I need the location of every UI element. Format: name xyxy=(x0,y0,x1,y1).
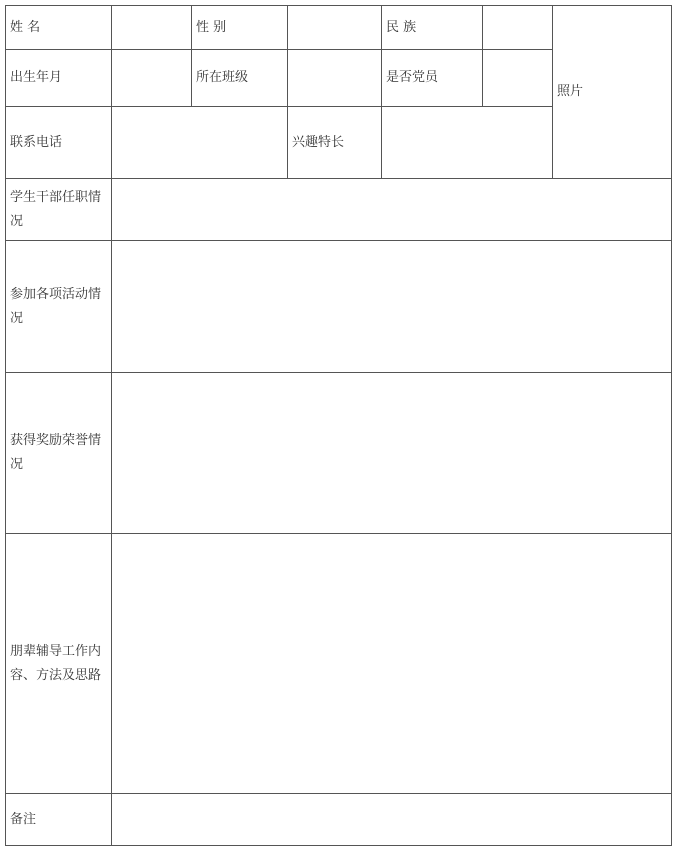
awards-field[interactable] xyxy=(112,373,672,534)
activities-label: 参加各项活动情况 xyxy=(6,241,112,373)
class-field[interactable] xyxy=(288,50,382,107)
activities-field[interactable] xyxy=(112,241,672,373)
form-row-awards xyxy=(6,373,672,534)
mentoring-label: 朋辈辅导工作内容、方法及思路 xyxy=(6,534,112,794)
photo-cell[interactable]: 照片 xyxy=(553,6,672,179)
remarks-field[interactable] xyxy=(112,794,672,846)
form-row-cadre xyxy=(6,179,672,241)
ethnicity-field[interactable] xyxy=(483,6,553,50)
birth-label: 出生年月 xyxy=(6,50,112,107)
hobby-field[interactable] xyxy=(382,107,553,179)
cadre-field[interactable] xyxy=(112,179,672,241)
phone-field[interactable] xyxy=(112,107,288,179)
birth-field[interactable] xyxy=(112,50,192,107)
awards-label: 获得奖励荣誉情况 xyxy=(6,373,112,534)
cadre-label: 学生干部任职情况 xyxy=(6,179,112,241)
gender-label: 性 别 xyxy=(192,6,288,50)
phone-label: 联系电话 xyxy=(6,107,112,179)
party-field[interactable] xyxy=(483,50,553,107)
hobby-label: 兴趣特长 xyxy=(288,107,382,179)
form-row-basic-1 xyxy=(6,6,672,50)
name-label: 姓 名 xyxy=(6,6,112,50)
gender-field[interactable] xyxy=(288,6,382,50)
mentoring-field[interactable] xyxy=(112,534,672,794)
class-label: 所在班级 xyxy=(192,50,288,107)
form-row-remarks xyxy=(6,794,672,846)
form-row-mentoring xyxy=(6,534,672,794)
student-info-form xyxy=(5,5,672,846)
name-field[interactable] xyxy=(112,6,192,50)
remarks-label: 备注 xyxy=(6,794,112,846)
form-row-activities xyxy=(6,241,672,373)
ethnicity-label: 民 族 xyxy=(382,6,483,50)
party-label: 是否党员 xyxy=(382,50,483,107)
